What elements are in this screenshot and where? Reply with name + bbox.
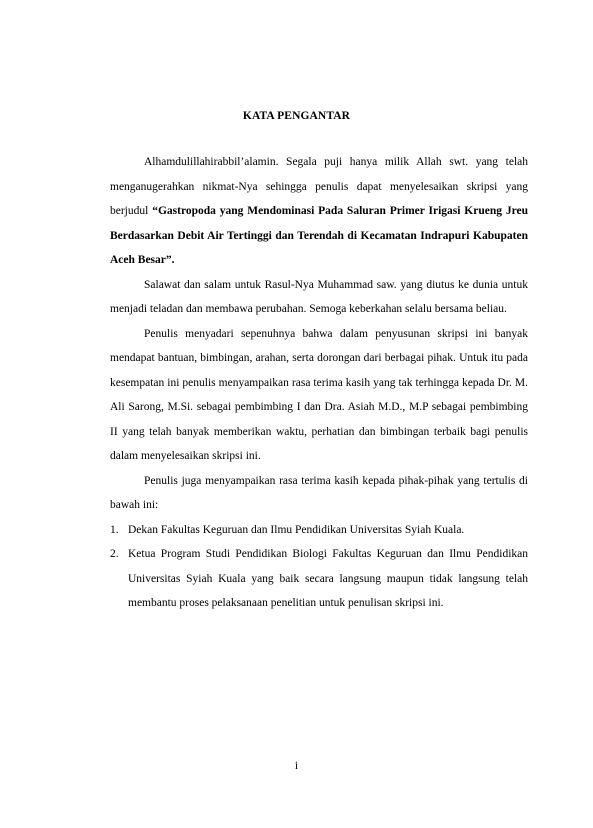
paragraph-1-text: Alhamdulillahirabbil’alamin. Segala puji hanya milik Allah swt. yang telah menganugerahkan nikmat-Nya sehingga penulis dapat menyelesaikan skripsi yang berjudul: [110, 156, 528, 217]
list-item-number: 1.: [110, 523, 119, 536]
acknowledgement-list: [110, 518, 528, 616]
list-item-text: Ketua Program Studi Pendidikan Biologi Fakultas Keguruan dan Ilmu Pendidikan Universitas Syiah Kuala yang baik secara langsung maupun tidak langsung telah membantu proses pelaksanaan penelitian untuk penulisan skripsi ini.: [128, 548, 528, 609]
list-item: [110, 518, 528, 543]
paragraph-4: Penulis juga menyampaikan rasa terima kasih kepada pihak-pihak yang tertulis di bawah ini:: [110, 474, 528, 511]
paragraph-3: Penulis menyadari sepenuhnya bahwa dalam penyusunan skripsi ini banyak mendapat bantuan, bimbingan, arahan, serta dorongan dari berbagai pihak. Untuk itu pada kesempatan ini penulis menyampaikan rasa terima kasih yang tak terhingga kepada Dr. M. Ali Sarong, M.Si. sebagai pembimbing I dan Dra. Asiah M.D., M.P sebagai pembimbing II yang telah banyak memberikan waktu, perhatian dan bimbingan terbaik bagi penulis dalam menyelesaikan skripsi ini.: [110, 327, 528, 462]
list-item: [110, 542, 528, 616]
page-title: KATA PENGANTAR: [242, 110, 351, 122]
list-item-text: Dekan Fakultas Keguruan dan Ilmu Pendidikan Universitas Syiah Kuala.: [128, 523, 465, 536]
paragraph-2: Salawat dan salam untuk Rasul-Nya Muhammad saw. yang diutus ke dunia untuk menjadi teladan dan membawa perubahan. Semoga keberkahan selalu bersama beliau.: [110, 278, 528, 315]
page-number: i: [294, 760, 299, 772]
paragraph-1: [110, 150, 528, 273]
list-item-number: 2.: [110, 548, 119, 560]
document-body: [110, 150, 528, 616]
thesis-title: “Gastropoda yang Mendominasi Pada Saluran Primer Irigasi Krueng Jreu Berdasarkan Debit Air Tertinggi dan Terendah di Kecamatan Indrapuri Kabupaten Aceh Besar”.: [110, 205, 529, 266]
